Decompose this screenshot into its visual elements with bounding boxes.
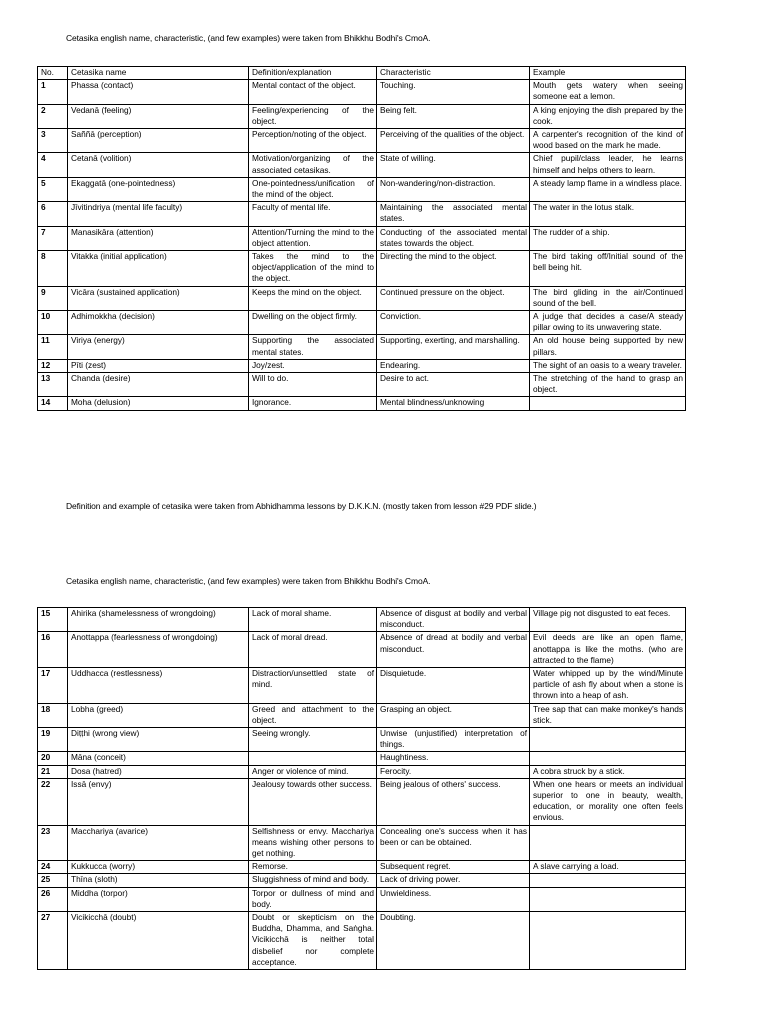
- cell-definition: Seeing wrongly.: [249, 728, 377, 752]
- header-no: No.: [38, 67, 68, 80]
- cell-definition: Remorse.: [249, 861, 377, 874]
- cell-characteristic: Disquietude.: [377, 668, 530, 704]
- cell-definition: Greed and attachment to the object.: [249, 703, 377, 727]
- table-row: [38, 752, 686, 765]
- cell-characteristic: Endearing.: [377, 359, 530, 372]
- table-row: [38, 80, 686, 104]
- cell-no: 22: [38, 778, 68, 825]
- cell-example: [530, 912, 686, 970]
- cell-example: Tree sap that can make monkey's hands stick.: [530, 703, 686, 727]
- header-characteristic: Characteristic: [377, 67, 530, 80]
- cell-no: 25: [38, 874, 68, 887]
- cell-example: [530, 887, 686, 911]
- cell-example: The water in the lotus stalk.: [530, 202, 686, 226]
- cell-no: 8: [38, 251, 68, 287]
- table-row: [38, 129, 686, 153]
- cell-no: 6: [38, 202, 68, 226]
- cell-name: Macchariya (avarice): [68, 825, 249, 861]
- table-row: [38, 177, 686, 201]
- cell-name: Adhimokkha (decision): [68, 311, 249, 335]
- cell-example: When one hears or meets an individual superior to one in beauty, wealth, education, or morality one often feels envious.: [530, 778, 686, 825]
- cell-characteristic: Ferocity.: [377, 765, 530, 778]
- cell-characteristic: Doubting.: [377, 912, 530, 970]
- cell-characteristic: Conviction.: [377, 311, 530, 335]
- cell-characteristic: Perceiving of the qualities of the object.: [377, 129, 530, 153]
- cell-definition: One-pointedness/unification of the mind of the object.: [249, 177, 377, 201]
- cell-example: The stretching of the hand to grasp an object.: [530, 373, 686, 397]
- cell-characteristic: Unwieldiness.: [377, 887, 530, 911]
- cell-no: 11: [38, 335, 68, 359]
- cell-no: 20: [38, 752, 68, 765]
- cell-name: Anottappa (fearlessness of wrongdoing): [68, 632, 249, 668]
- cell-name: Saññā (perception): [68, 129, 249, 153]
- cell-name: Ekaggatā (one-pointedness): [68, 177, 249, 201]
- cell-characteristic: Absence of dread at bodily and verbal misconduct.: [377, 632, 530, 668]
- cell-definition: Torpor or dullness of mind and body.: [249, 887, 377, 911]
- cell-characteristic: Continued pressure on the object.: [377, 286, 530, 310]
- cell-definition: Sluggishness of mind and body.: [249, 874, 377, 887]
- cell-definition: Dwelling on the object firmly.: [249, 311, 377, 335]
- cell-example: [530, 825, 686, 861]
- cell-definition: Jealousy towards other success.: [249, 778, 377, 825]
- cell-definition: Faculty of mental life.: [249, 202, 377, 226]
- table-1-body: [38, 80, 686, 410]
- cell-characteristic: Supporting, exerting, and marshalling.: [377, 335, 530, 359]
- cell-example: [530, 874, 686, 887]
- table-row: [38, 778, 686, 825]
- table-row: [38, 632, 686, 668]
- cell-name: Māna (conceit): [68, 752, 249, 765]
- cell-definition: [249, 752, 377, 765]
- cell-example: A slave carrying a load.: [530, 861, 686, 874]
- table-row: [38, 226, 686, 250]
- cell-example: Mouth gets watery when seeing someone eat a lemon.: [530, 80, 686, 104]
- table-row: [38, 703, 686, 727]
- cell-definition: Takes the mind to the object/application of the mind to the object.: [249, 251, 377, 287]
- table-row: [38, 668, 686, 704]
- cell-definition: Will to do.: [249, 373, 377, 397]
- cell-characteristic: Desire to act.: [377, 373, 530, 397]
- table-row: [38, 251, 686, 287]
- cell-definition: Lack of moral dread.: [249, 632, 377, 668]
- cell-name: Kukkucca (worry): [68, 861, 249, 874]
- cell-example: Village pig not disgusted to eat feces.: [530, 608, 686, 632]
- cell-characteristic: Haughtiness.: [377, 752, 530, 765]
- cell-characteristic: Concealing one's success when it has been or can be obtained.: [377, 825, 530, 861]
- cell-example: The bird taking off/Initial sound of the bell being hit.: [530, 251, 686, 287]
- cell-name: Thīna (sloth): [68, 874, 249, 887]
- header-name: Cetasika name: [68, 67, 249, 80]
- cell-name: Issā (envy): [68, 778, 249, 825]
- cell-definition: Anger or violence of mind.: [249, 765, 377, 778]
- cell-name: Vicikicchā (doubt): [68, 912, 249, 970]
- cell-definition: Motivation/organizing of the associated cetasikas.: [249, 153, 377, 177]
- table-row: [38, 912, 686, 970]
- table-row: [38, 202, 686, 226]
- cell-example: Chief pupil/class leader, he learns himself and helps others to learn.: [530, 153, 686, 177]
- cell-example: [530, 728, 686, 752]
- table-row: [38, 608, 686, 632]
- cell-name: Moha (delusion): [68, 397, 249, 410]
- cell-no: 7: [38, 226, 68, 250]
- cell-example: The sight of an oasis to a weary traveler.: [530, 359, 686, 372]
- cell-characteristic: Mental blindness/unknowing: [377, 397, 530, 410]
- cell-definition: Mental contact of the object.: [249, 80, 377, 104]
- cell-example: A cobra struck by a stick.: [530, 765, 686, 778]
- cell-no: 3: [38, 129, 68, 153]
- table-row: [38, 373, 686, 397]
- cell-no: 2: [38, 104, 68, 128]
- table-row: [38, 397, 686, 410]
- cell-example: The bird gliding in the air/Continued sound of the bell.: [530, 286, 686, 310]
- header-example: Example: [530, 67, 686, 80]
- cetasika-table-1: [37, 66, 686, 411]
- table-row: [38, 104, 686, 128]
- source-note-middle: Definition and example of cetasika were taken from Abhidhamma lessons by D.K.K.N. (mostly taken from lesson #29 PDF slide.): [66, 501, 537, 511]
- table-row: [38, 874, 686, 887]
- cell-name: Pīti (zest): [68, 359, 249, 372]
- table-row: [38, 825, 686, 861]
- cell-no: 13: [38, 373, 68, 397]
- cell-characteristic: Lack of driving power.: [377, 874, 530, 887]
- table-row: [38, 286, 686, 310]
- cetasika-table-2: [37, 607, 686, 970]
- cell-no: 18: [38, 703, 68, 727]
- cell-name: Phassa (contact): [68, 80, 249, 104]
- cell-name: Cetanā (volition): [68, 153, 249, 177]
- cell-name: Viriya (energy): [68, 335, 249, 359]
- cell-definition: Ignorance.: [249, 397, 377, 410]
- cell-no: 14: [38, 397, 68, 410]
- cell-characteristic: State of willing.: [377, 153, 530, 177]
- cell-characteristic: Grasping an object.: [377, 703, 530, 727]
- cell-example: The rudder of a ship.: [530, 226, 686, 250]
- cell-example: A steady lamp flame in a windless place.: [530, 177, 686, 201]
- cell-definition: Feeling/experiencing of the object.: [249, 104, 377, 128]
- cell-name: Middha (torpor): [68, 887, 249, 911]
- cell-definition: Distraction/unsettled state of mind.: [249, 668, 377, 704]
- cell-example: An old house being supported by new pillars.: [530, 335, 686, 359]
- cell-characteristic: Subsequent regret.: [377, 861, 530, 874]
- cell-characteristic: Being felt.: [377, 104, 530, 128]
- table-2-body: [38, 608, 686, 970]
- cell-characteristic: Absence of disgust at bodily and verbal misconduct.: [377, 608, 530, 632]
- cell-name: Diṭṭhi (wrong view): [68, 728, 249, 752]
- table-row: [38, 728, 686, 752]
- cell-definition: Lack of moral shame.: [249, 608, 377, 632]
- cell-name: Manasikāra (attention): [68, 226, 249, 250]
- cell-definition: Keeps the mind on the object.: [249, 286, 377, 310]
- cell-characteristic: Being jealous of others' success.: [377, 778, 530, 825]
- cell-characteristic: Maintaining the associated mental states.: [377, 202, 530, 226]
- table-row: [38, 359, 686, 372]
- cell-definition: Supporting the associated mental states.: [249, 335, 377, 359]
- cell-definition: Doubt or skepticism on the Buddha, Dhamma, and Saṅgha. Vicikicchā is neither total disbelief nor complete acceptance.: [249, 912, 377, 970]
- cell-no: 21: [38, 765, 68, 778]
- cell-no: 9: [38, 286, 68, 310]
- cell-definition: Selfishness or envy. Macchariya means wishing other persons to get nothing.: [249, 825, 377, 861]
- cell-name: Chanda (desire): [68, 373, 249, 397]
- cell-name: Vitakka (initial application): [68, 251, 249, 287]
- table-row: [38, 765, 686, 778]
- cell-characteristic: Unwise (unjustified) interpretation of things.: [377, 728, 530, 752]
- cell-no: 24: [38, 861, 68, 874]
- cell-no: 15: [38, 608, 68, 632]
- cell-example: A carpenter's recognition of the kind of wood based on the mark he made.: [530, 129, 686, 153]
- cell-name: Uddhacca (restlessness): [68, 668, 249, 704]
- source-note-top: Cetasika english name, characteristic, (and few examples) were taken from Bhikkhu Bodhi's CmoA.: [66, 33, 431, 43]
- cell-no: 26: [38, 887, 68, 911]
- cell-no: 23: [38, 825, 68, 861]
- cell-example: Evil deeds are like an open flame, anottappa is like the moths. (who are attracted to the flame): [530, 632, 686, 668]
- cell-name: Vicāra (sustained application): [68, 286, 249, 310]
- cell-example: [530, 752, 686, 765]
- table-row: [38, 153, 686, 177]
- source-note-second: Cetasika english name, characteristic, (and few examples) were taken from Bhikkhu Bodhi's CmoA.: [66, 576, 431, 586]
- cell-name: Ahirika (shamelessness of wrongdoing): [68, 608, 249, 632]
- cell-characteristic: Conducting of the associated mental states towards the object.: [377, 226, 530, 250]
- cell-characteristic: Touching.: [377, 80, 530, 104]
- cell-example: [530, 397, 686, 410]
- table-row: [38, 861, 686, 874]
- cell-no: 17: [38, 668, 68, 704]
- table-header-row: [38, 67, 686, 80]
- cell-example: A king enjoying the dish prepared by the cook.: [530, 104, 686, 128]
- cell-name: Dosa (hatred): [68, 765, 249, 778]
- cell-no: 27: [38, 912, 68, 970]
- table-row: [38, 311, 686, 335]
- cell-no: 1: [38, 80, 68, 104]
- cell-definition: Attention/Turning the mind to the object attention.: [249, 226, 377, 250]
- cell-example: A judge that decides a case/A steady pillar owing to its unwavering state.: [530, 311, 686, 335]
- cell-definition: Joy/zest.: [249, 359, 377, 372]
- cell-name: Jīvitindriya (mental life faculty): [68, 202, 249, 226]
- cell-definition: Perception/noting of the object.: [249, 129, 377, 153]
- cell-no: 5: [38, 177, 68, 201]
- header-definition: Definition/explanation: [249, 67, 377, 80]
- cell-characteristic: Non-wandering/non-distraction.: [377, 177, 530, 201]
- cell-no: 10: [38, 311, 68, 335]
- cell-characteristic: Directing the mind to the object.: [377, 251, 530, 287]
- table-row: [38, 887, 686, 911]
- table-row: [38, 335, 686, 359]
- cell-name: Vedanā (feeling): [68, 104, 249, 128]
- cell-example: Water whipped up by the wind/Minute particle of ash fly about when a stone is thrown into a heap of ash.: [530, 668, 686, 704]
- cell-name: Lobha (greed): [68, 703, 249, 727]
- cell-no: 4: [38, 153, 68, 177]
- cell-no: 16: [38, 632, 68, 668]
- cell-no: 12: [38, 359, 68, 372]
- cell-no: 19: [38, 728, 68, 752]
